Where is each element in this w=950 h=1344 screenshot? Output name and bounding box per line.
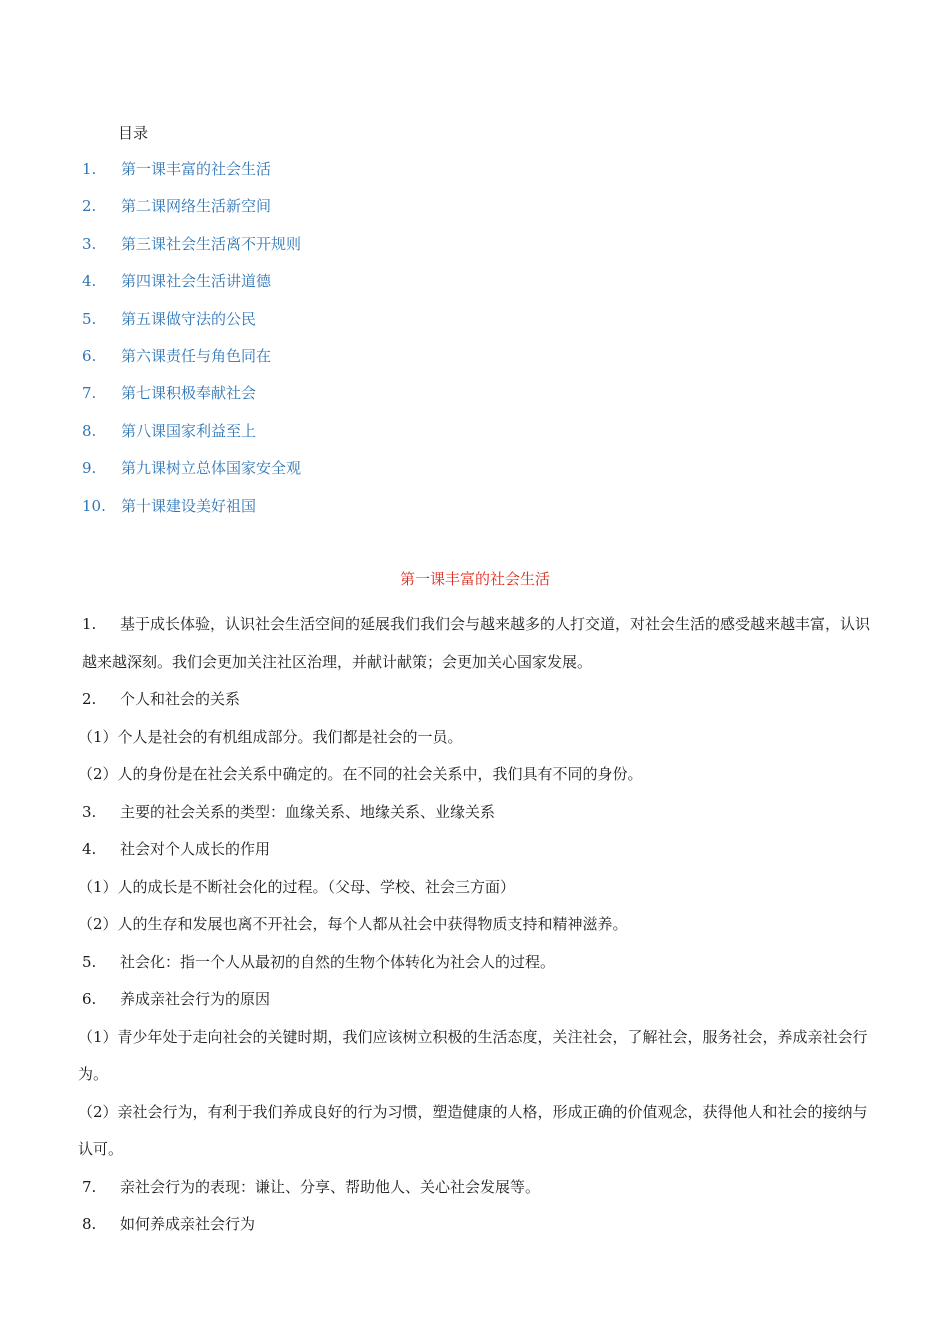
- paragraph-text: （1）青少年处于走向社会的关键时期，我们应该树立积极的生活态度，关注社会，了解社会，服务社会，养成亲社会行为。: [78, 1027, 868, 1083]
- toc-item-label: 第一课丰富的社会生活: [121, 160, 272, 178]
- sub-paragraph: [78, 1019, 872, 1094]
- paragraph: [82, 944, 872, 982]
- paragraph-number: 8.: [82, 1215, 97, 1233]
- toc-item-label: 第六课责任与角色同在: [121, 346, 272, 365]
- paragraph: [82, 794, 872, 832]
- toc-item-4[interactable]: [82, 271, 301, 308]
- paragraph-number: 4.: [82, 840, 97, 858]
- paragraph-number: 5.: [82, 952, 97, 971]
- toc-item-number: 9.: [82, 459, 97, 478]
- paragraph-text: （2）人的身份是在社会关系中确定的。在不同的社会关系中，我们具有不同的身份。: [78, 765, 643, 783]
- sub-paragraph: [78, 869, 872, 907]
- section-body: [78, 606, 872, 1244]
- paragraph: [82, 606, 872, 681]
- table-of-contents: [82, 159, 301, 533]
- sub-paragraph: [78, 1094, 872, 1169]
- toc-item-number: 7.: [82, 384, 97, 403]
- paragraph: [82, 831, 872, 869]
- paragraph-number: 7.: [82, 1177, 97, 1196]
- toc-item-3[interactable]: [82, 234, 301, 271]
- toc-item-5[interactable]: [82, 309, 301, 346]
- paragraph: [82, 1169, 872, 1207]
- paragraph-number: 2.: [82, 690, 97, 708]
- toc-item-6[interactable]: [82, 346, 301, 383]
- toc-item-7[interactable]: [82, 383, 301, 420]
- paragraph-number: 6.: [82, 990, 97, 1008]
- section-title: 第一课丰富的社会生活: [399, 570, 550, 588]
- paragraph-text: 个人和社会的关系: [120, 690, 241, 708]
- toc-item-label: 第八课国家利益至上: [121, 421, 257, 440]
- toc-item-number: 4.: [82, 272, 97, 291]
- paragraph-text: 主要的社会关系的类型：血缘关系、地缘关系、业缘关系: [120, 802, 496, 821]
- toc-item-8[interactable]: [82, 421, 301, 458]
- paragraph-text: 基于成长体验，认识社会生活空间的延展我们我们会与越来越多的人打交道，对社会生活的感受越来越丰富，认识越来越深刻。我们会更加关注社区治理，并献计献策；会更加关心国家发展。: [82, 615, 871, 671]
- paragraph-text: （1）人的成长是不断社会化的过程。（父母、学校、社会三方面）: [78, 877, 516, 896]
- sub-paragraph: [78, 719, 872, 757]
- toc-item-label: 第七课积极奉献社会: [121, 384, 257, 403]
- toc-item-number: 5.: [82, 309, 97, 328]
- paragraph-text: 社会对个人成长的作用: [120, 840, 271, 858]
- toc-item-label: 第九课树立总体国家安全观: [121, 459, 302, 478]
- paragraph-number: 1.: [82, 615, 97, 633]
- paragraph-text: 养成亲社会行为的原因: [120, 990, 271, 1008]
- toc-item-number: 6.: [82, 346, 97, 365]
- paragraph: [82, 981, 872, 1019]
- toc-item-number: 2.: [82, 197, 97, 216]
- paragraph-text: （2）人的生存和发展也离不开社会，每个人都从社会中获得物质支持和精神滋养。: [78, 915, 628, 933]
- paragraph-text: （1）个人是社会的有机组成部分。我们都是社会的一员。: [78, 727, 463, 746]
- paragraph: [82, 1206, 872, 1244]
- paragraph-text: 社会化：指一个人从最初的自然的生物个体转化为社会人的过程。: [120, 952, 556, 971]
- toc-item-label: 第四课社会生活讲道德: [121, 272, 272, 291]
- toc-item-2[interactable]: [82, 196, 301, 233]
- sub-paragraph: [78, 756, 872, 794]
- toc-item-number: 1.: [82, 160, 97, 178]
- toc-item-number: 10.: [82, 496, 106, 515]
- toc-title: 目录: [118, 124, 149, 142]
- toc-item-10[interactable]: [82, 496, 301, 533]
- paragraph-text: （2）亲社会行为，有利于我们养成良好的行为习惯，塑造健康的人格，形成正确的价值观念，获得他人和社会的接纳与认可。: [78, 1102, 868, 1158]
- paragraph-text: 亲社会行为的表现：谦让、分享、帮助他人、关心社会发展等。: [120, 1177, 541, 1196]
- toc-item-label: 第五课做守法的公民: [121, 309, 257, 328]
- toc-item-label: 第三课社会生活离不开规则: [121, 234, 302, 253]
- toc-item-label: 第十课建设美好祖国: [121, 496, 257, 515]
- toc-item-number: 3.: [82, 234, 97, 253]
- toc-item-label: 第二课网络生活新空间: [121, 197, 272, 216]
- toc-item-1[interactable]: [82, 159, 301, 196]
- paragraph-number: 3.: [82, 802, 97, 821]
- toc-item-number: 8.: [82, 421, 97, 440]
- sub-paragraph: [78, 906, 872, 944]
- paragraph: [82, 681, 872, 719]
- paragraph-text: 如何养成亲社会行为: [120, 1215, 256, 1233]
- toc-item-9[interactable]: [82, 458, 301, 495]
